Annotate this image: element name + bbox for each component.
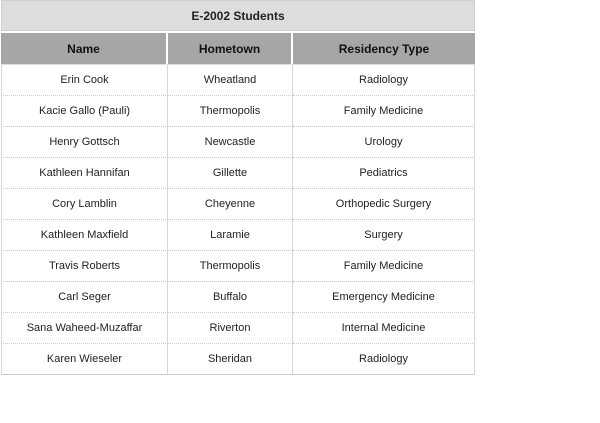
cell-hometown: Laramie	[168, 220, 293, 251]
cell-residency-type: Urology	[293, 127, 475, 158]
column-header-name: Name	[1, 33, 168, 64]
cell-hometown: Buffalo	[168, 282, 293, 313]
cell-name: Cory Lamblin	[1, 189, 168, 220]
table-row	[1, 96, 475, 127]
table-row	[1, 65, 475, 96]
cell-hometown: Wheatland	[168, 65, 293, 96]
cell-residency-type: Surgery	[293, 220, 475, 251]
cell-name: Kacie Gallo (Pauli)	[1, 96, 168, 127]
cell-name: Sana Waheed-Muzaffar	[1, 313, 168, 344]
students-table	[1, 0, 475, 375]
cell-hometown: Newcastle	[168, 127, 293, 158]
cell-residency-type: Family Medicine	[293, 251, 475, 282]
table-row	[1, 344, 475, 375]
cell-residency-type: Pediatrics	[293, 158, 475, 189]
table-row	[1, 251, 475, 282]
table-body	[1, 64, 475, 375]
cell-hometown: Sheridan	[168, 344, 293, 375]
cell-residency-type: Family Medicine	[293, 96, 475, 127]
table-header-row	[1, 33, 475, 64]
cell-hometown: Thermopolis	[168, 251, 293, 282]
column-header-hometown: Hometown	[168, 33, 293, 64]
cell-name: Karen Wieseler	[1, 344, 168, 375]
table-row	[1, 282, 475, 313]
cell-name: Erin Cook	[1, 65, 168, 96]
cell-name: Kathleen Hannifan	[1, 158, 168, 189]
cell-name: Travis Roberts	[1, 251, 168, 282]
table-row	[1, 158, 475, 189]
table-row	[1, 220, 475, 251]
cell-residency-type: Orthopedic Surgery	[293, 189, 475, 220]
table-row	[1, 127, 475, 158]
cell-name: Kathleen Maxfield	[1, 220, 168, 251]
cell-hometown: Thermopolis	[168, 96, 293, 127]
cell-residency-type: Emergency Medicine	[293, 282, 475, 313]
table-row	[1, 313, 475, 344]
cell-residency-type: Radiology	[293, 344, 475, 375]
cell-hometown: Gillette	[168, 158, 293, 189]
cell-residency-type: Internal Medicine	[293, 313, 475, 344]
cell-name: Carl Seger	[1, 282, 168, 313]
column-header-residency-type: Residency Type	[293, 33, 475, 64]
cell-hometown: Riverton	[168, 313, 293, 344]
table-row	[1, 189, 475, 220]
cell-residency-type: Radiology	[293, 65, 475, 96]
cell-name: Henry Gottsch	[1, 127, 168, 158]
cell-hometown: Cheyenne	[168, 189, 293, 220]
table-title: E-2002 Students	[1, 0, 475, 31]
